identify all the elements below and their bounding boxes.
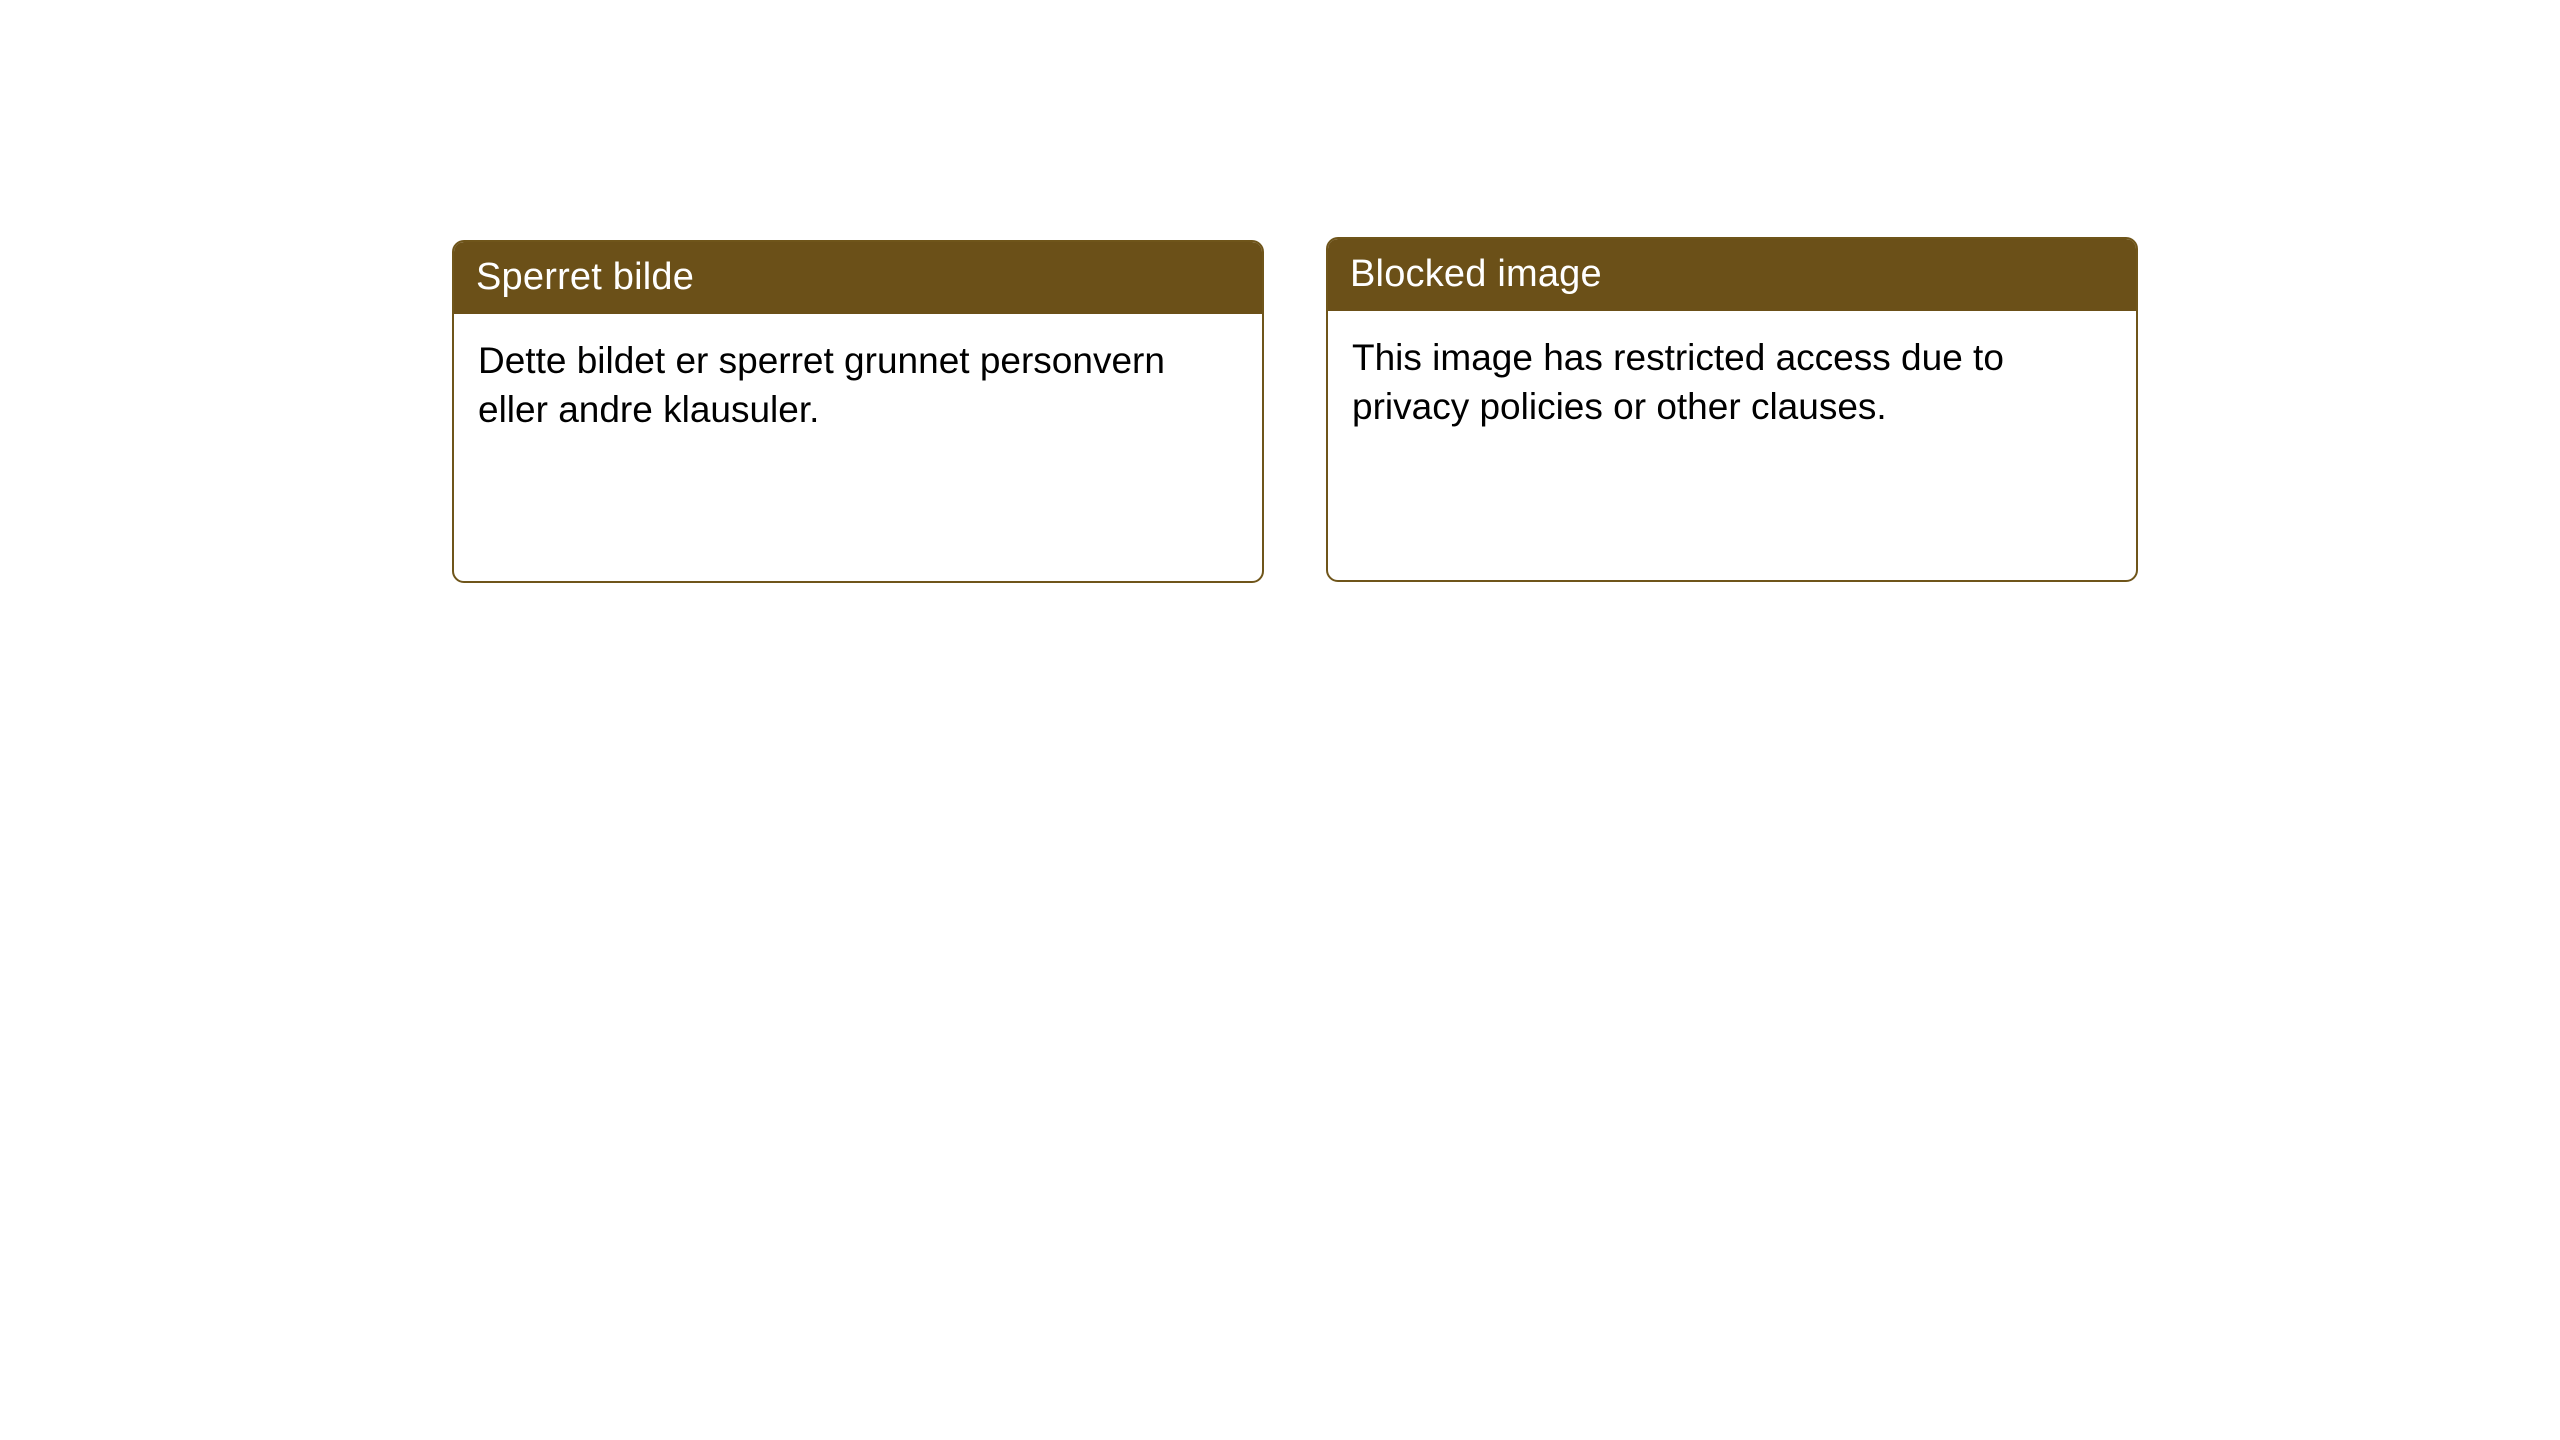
blocked-image-notice-message-english: This image has restricted access due to privacy policies or other clauses. [1352, 337, 2004, 428]
blocked-image-notice-english [1326, 237, 2138, 582]
blocked-image-notice-body-norwegian [454, 314, 1262, 458]
blocked-image-notice-title-norwegian: Sperret bilde [454, 242, 1262, 314]
blocked-image-notice-norwegian [452, 240, 1264, 583]
blocked-image-notice-message-norwegian: Dette bildet er sperret grunnet personvern eller andre klausuler. [478, 340, 1165, 431]
blocked-image-notice-body-english [1328, 311, 2136, 455]
blocked-image-notice-title-english: Blocked image [1328, 239, 2136, 311]
